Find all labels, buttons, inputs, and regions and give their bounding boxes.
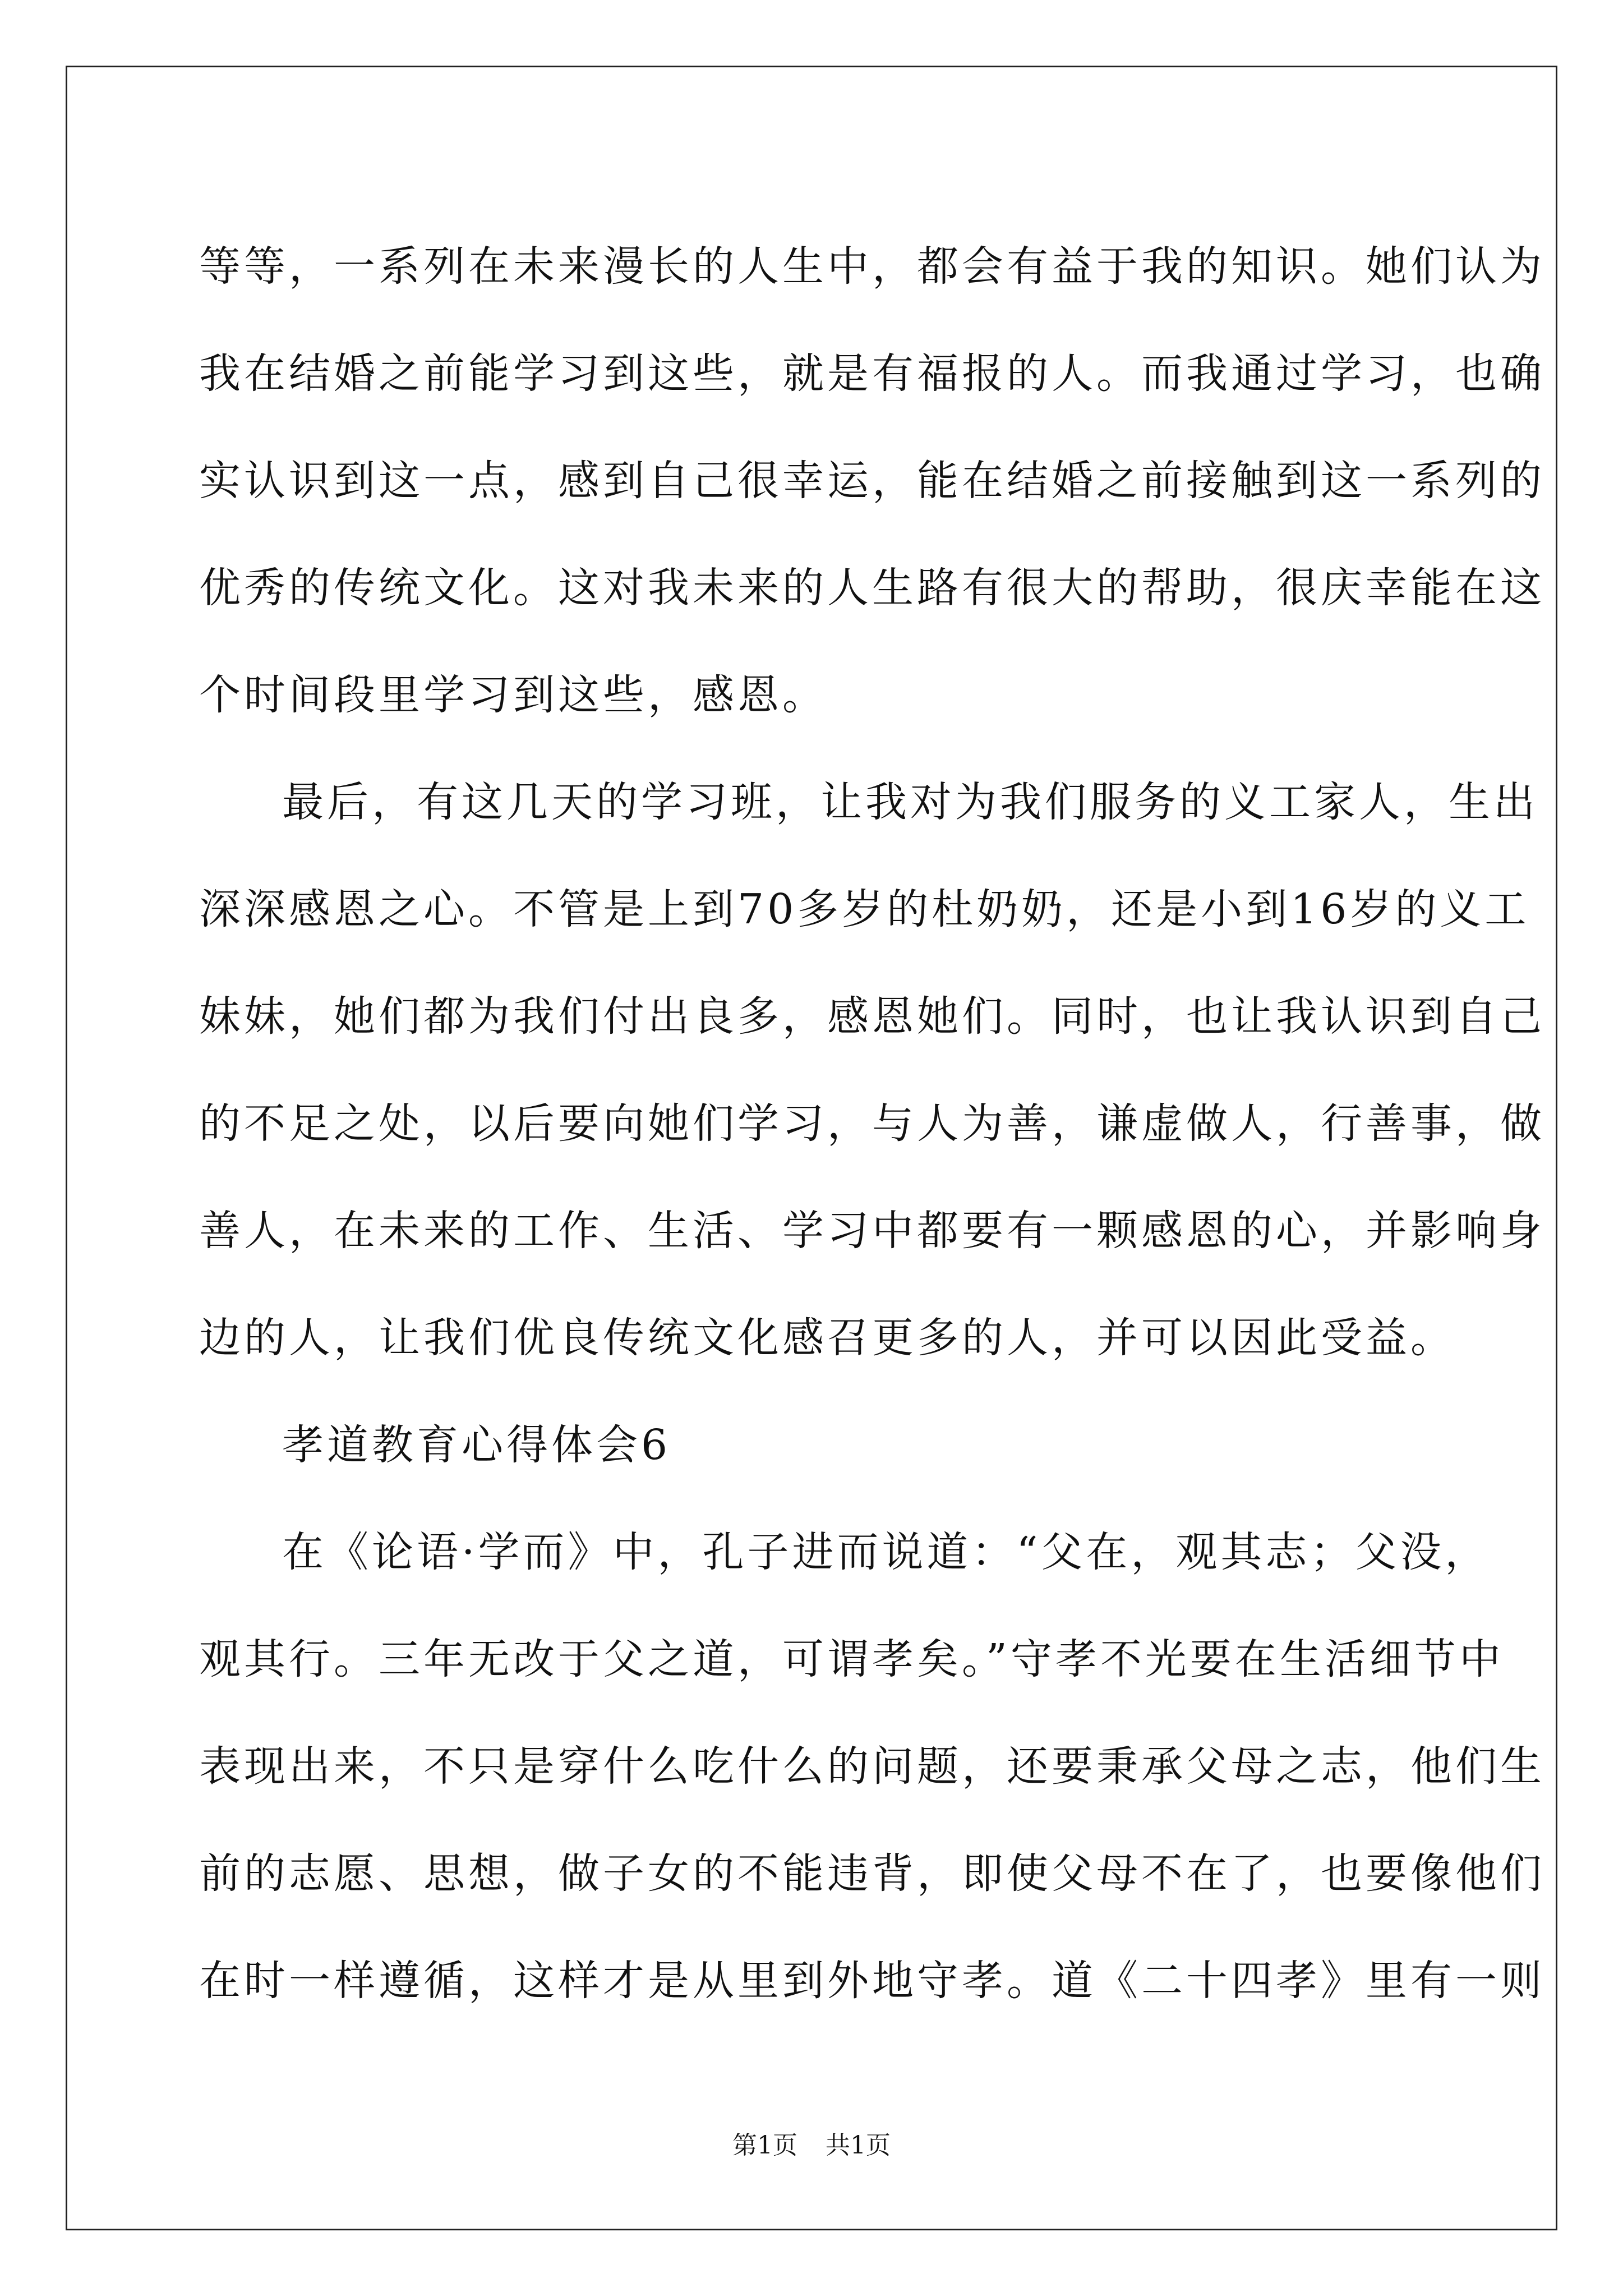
- section-heading: 孝道教育心得体会6: [282, 1421, 671, 1469]
- text-line: 个时间段里学习到这些，感恩。: [199, 671, 827, 719]
- document-body: [199, 213, 1545, 2035]
- text-line: 善人，在未来的工作、生活、学习中都要有一颗感恩的心，并影响身: [199, 1207, 1545, 1255]
- page-footer: [0, 2129, 1623, 2162]
- page-total: 共1页: [826, 2131, 891, 2160]
- text-line: 妹妹，她们都为我们付出良多，感恩她们。同时，也让我认识到自己: [199, 992, 1545, 1041]
- page-current: 第1页: [732, 2131, 797, 2160]
- paragraph-start-line: 在《论语·学而》中，孔子进而说道：“父在，观其志；父没，: [282, 1528, 1490, 1576]
- text-line: 深深感恩之心。不管是上到70多岁的杜奶奶，还是小到16岁的义工: [199, 885, 1530, 933]
- text-line: 的不足之处，以后要向她们学习，与人为善，谦虚做人，行善事，做: [199, 1099, 1545, 1148]
- text-line: 边的人，让我们优良传统文化感召更多的人，并可以因此受益。: [199, 1314, 1455, 1362]
- text-line: 等等，一系列在未来漫长的人生中，都会有益于我的知识。她们认为: [199, 242, 1545, 291]
- text-line: 优秀的传统文化。这对我未来的人生路有很大的帮助，很庆幸能在这: [199, 564, 1545, 612]
- text-line: 观其行。三年无改于父之道，可谓孝矣。”守孝不光要在生活细节中: [199, 1635, 1504, 1683]
- text-line: 实认识到这一点，感到自己很幸运，能在结婚之前接触到这一系列的: [199, 457, 1545, 505]
- text-line: 在时一样遵循，这样才是从里到外地守孝。道《二十四孝》里有一则: [199, 1957, 1545, 2005]
- text-line: 表现出来，不只是穿什么吃什么的问题，还要秉承父母之志，他们生: [199, 1742, 1545, 1791]
- paragraph-start-line: 最后，有这几天的学习班，让我对为我们服务的义工家人，生出: [282, 778, 1538, 826]
- text-line: 我在结婚之前能学习到这些，就是有福报的人。而我通过学习，也确: [199, 349, 1545, 398]
- text-line: 前的志愿、思想，做子女的不能违背，即使父母不在了，也要像他们: [199, 1849, 1545, 1898]
